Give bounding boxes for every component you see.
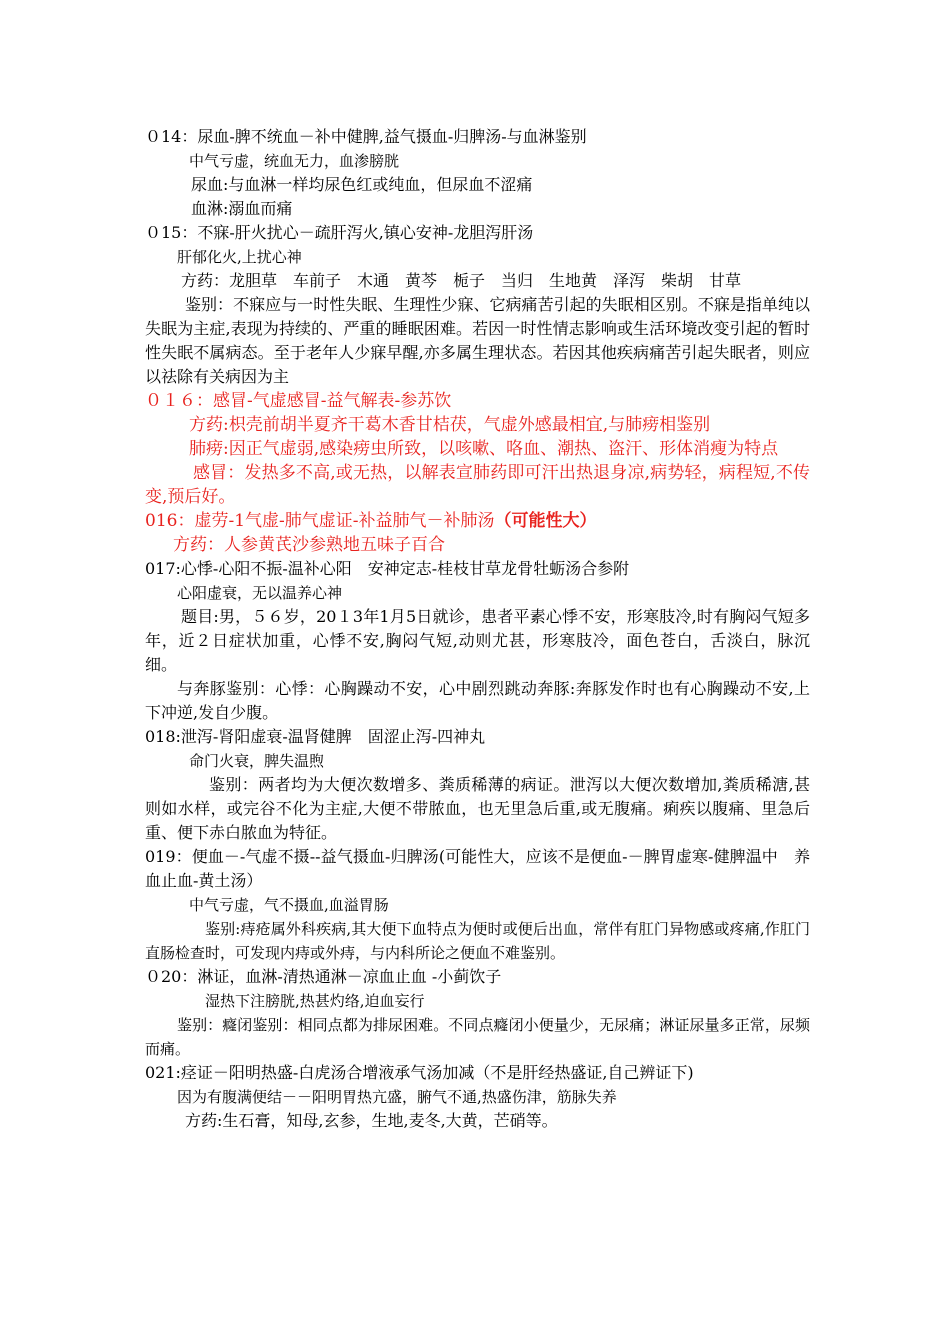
entry-16-differential-2: 感冒：发热多不高,或无热，以解表宣肺药即可汗出热退身凉,病势轻，病程短,不传变,预后好。 <box>145 463 810 507</box>
entry-19-pathogenesis: 中气亏虚，气不摄血,血溢胃肠 <box>189 896 389 914</box>
entry-17-case: 题目:男，５６岁，20１3年1月5日就诊，患者平素心悸不安，形寒肢冷,时有胸闷气短多年，近２日症状加重，心悸不安,胸闷气短,动则尤甚，形寒肢冷，面色苍白，舌淡白，脉沉细。 <box>145 607 810 674</box>
entry-16-prescription: 方药:枳壳前胡半夏齐干葛木香甘桔茯，气虚外感最相宜,与肺痨相鉴别 <box>189 415 711 435</box>
entry-16b-likelihood-note: （可能性大） <box>494 511 597 531</box>
entry-20-heading: ０20：淋证，血淋-清热通淋－凉血止血 -小蓟饮子 <box>145 967 502 986</box>
entry-14-differential-2: 血淋:溺血而痛 <box>191 199 293 218</box>
entry-15-differential: 鉴别：不寐应与一时性失眠、生理性少寐、它病痛苦引起的失眠相区别。不寐是指单纯以失眠为主症,表现为持续的、严重的睡眠困难。若因一时性情志影响或生活环境改变引起的暂时性失眠不属病态。至于老年人少寐早醒,亦多属生理状态。若因其他疾病痛苦引起失眠者，则应以祛除有关病因为主 <box>145 295 810 386</box>
entry-17-pathogenesis: 心阳虚衰，无以温养心神 <box>177 584 343 602</box>
document-page <box>145 125 810 1133</box>
entry-16-differential-1: 肺痨:因正气虚弱,感染痨虫所致，以咳嗽、咯血、潮热、盗汗、形体消瘦为特点 <box>189 439 779 459</box>
entry-20-differential: 鉴别：癃闭鉴别：相同点都为排尿困难。不同点癃闭小便量少，无尿痛；淋证尿量多正常，尿频而痛。 <box>145 1016 810 1058</box>
entry-21-pathogenesis: 因为有腹满便结－－阳明胃热亢盛，腑气不通,热盛伤津，筋脉失养 <box>177 1088 617 1106</box>
entry-18-differential: 鉴别：两者均为大便次数增多、粪质稀薄的病证。泄泻以大便次数增加,粪质稀溏,甚则如水样，或完谷不化为主症,大便不带脓血，也无里急后重,或无腹痛。痢疾以腹痛、里急后重、便下赤白脓血为特征。 <box>145 775 810 842</box>
entry-17-heading: 017:心悸-心阳不振-温补心阳 安神定志-桂枝甘草龙骨牡蛎汤合参附 <box>145 559 630 578</box>
entry-21-heading: 021:痉证－阳明热盛-白虎汤合增液承气汤加减（不是肝经热盛证,自己辨证下) <box>145 1063 694 1082</box>
entry-18-heading: 018:泄泻-肾阳虚衰-温肾健脾 固涩止泻-四神丸 <box>145 727 486 746</box>
entry-16b-prescription: 方药：人参黄芪沙参熟地五味子百合 <box>173 535 445 555</box>
entry-14-heading: ０14：尿血-脾不统血－补中健脾,益气摄血-归脾汤-与血淋鉴别 <box>145 127 587 146</box>
entry-20-pathogenesis: 湿热下注膀胱,热甚灼络,迫血妄行 <box>205 992 425 1010</box>
entry-15-prescription: 方药：龙胆草 车前子 木通 黄芩 栀子 当归 生地黄 泽泻 柴胡 甘草 <box>181 271 742 290</box>
entry-14-pathogenesis: 中气亏虚，统血无力，血渗膀胱 <box>189 152 400 170</box>
entry-14-differential-1: 尿血:与血淋一样均尿色红或纯血，但尿血不涩痛 <box>191 175 533 194</box>
entry-21-prescription: 方药:生石膏，知母,玄参，生地,麦冬,大黄，芒硝等。 <box>185 1111 558 1130</box>
entry-19-differential: 鉴别:痔疮属外科疾病,其大便下血特点为便时或便后出血，常伴有肛门异物感或疼痛,作肛门直肠检查时，可发现内痔或外痔，与内科所论之便血不难鉴别。 <box>145 920 810 962</box>
entry-17-differential: 与奔豚鉴别：心悸：心胸躁动不安，心中剧烈跳动奔豚:奔豚发作时也有心胸躁动不安,上下冲逆,发自少腹。 <box>145 679 810 722</box>
entry-16-heading: ０１６：感冒-气虚感冒-益气解表-参苏饮 <box>145 391 452 411</box>
entry-16b-heading <box>145 509 810 533</box>
entry-16b-heading-text: 016：虚劳-1气虚-肺气虚证-补益肺气－补肺汤 <box>145 511 495 531</box>
entry-15-pathogenesis: 肝郁化火,上扰心神 <box>177 248 302 266</box>
entry-18-pathogenesis: 命门火衰，脾失温煦 <box>189 752 325 770</box>
entry-15-heading: ０15：不寐-肝火扰心－疏肝泻火,镇心安神-龙胆泻肝汤 <box>145 223 534 242</box>
entry-19-heading: 019：便血－-气虚不摄--益气摄血-归脾汤(可能性大，应该不是便血-－脾胃虚寒-健脾温中 养血止血-黄土汤） <box>145 847 810 890</box>
